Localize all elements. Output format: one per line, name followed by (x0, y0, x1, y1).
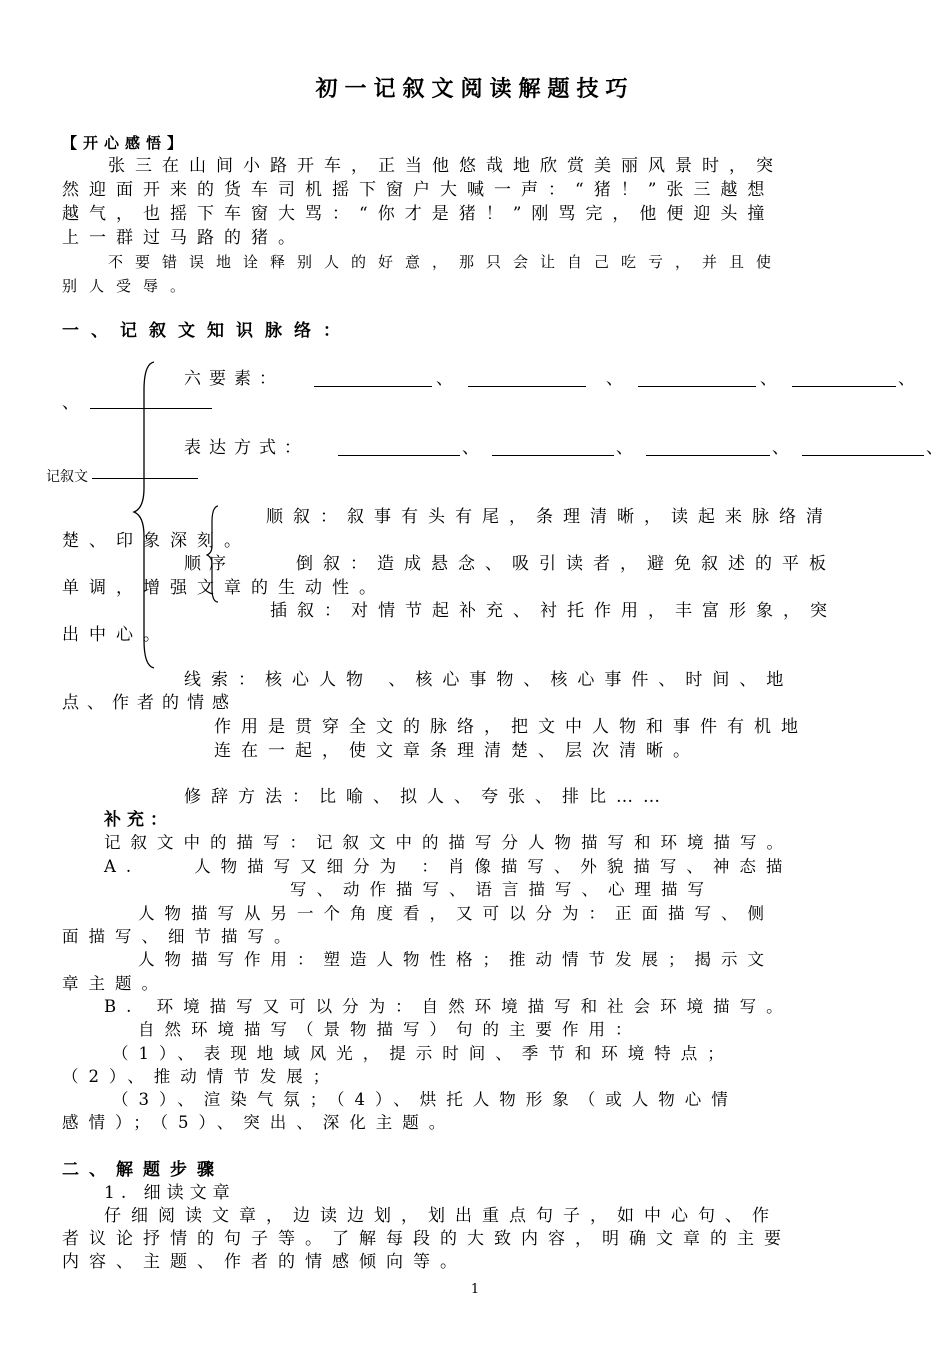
chaxu-cont: 出中心。 (62, 625, 170, 645)
blank-line (638, 386, 756, 387)
separator: 、 (616, 438, 633, 458)
blank-line (338, 455, 460, 456)
section1-heading: 一、记叙文知识脉络： (62, 321, 352, 341)
root-line (92, 478, 198, 479)
step1-title: 1. 细读文章 (104, 1183, 236, 1203)
supplement-line: 面描写、细节描写。 (62, 927, 301, 946)
page-title: 初一记叙文阅读解题技巧 (315, 76, 635, 102)
separator: 、 (606, 369, 623, 389)
clue-role-1: 作用是贯穿全文的脉络，把文中人物和事件有机地 (214, 717, 808, 737)
intro-line-3: 越气，也摇下车窗大骂：“你才是猪！”刚骂完，他便迎头撞 (62, 204, 775, 224)
intro-line-2: 然迎面开来的货车司机摇下窗户大喊一声：“猪！”张三越想 (62, 180, 775, 200)
blank-line (468, 386, 586, 387)
supplement-line: 人物描写从另一个角度看，又可以分为：正面描写、侧 (138, 904, 774, 923)
section2-line: 仔细阅读文章，边读边划，划出重点句子，如中心句、作 (104, 1206, 779, 1226)
supplement-line: 感情）；（5）、突出、深化主题。 (62, 1113, 456, 1132)
blank-line (314, 386, 432, 387)
separator: 、 (760, 369, 777, 389)
clue-line-2: 点、作者的情感 (62, 693, 237, 713)
intro-header: 【开心感悟】 (62, 134, 189, 152)
chaxu-line: 插叙：对情节起补充、衬托作用，丰富形象，突 (270, 601, 837, 621)
separator: 、 (62, 393, 79, 413)
separator: 、 (436, 369, 453, 389)
separator: 、 (926, 438, 943, 458)
supplement-line: 写、动作描写、语言描写、心理描写 (290, 880, 714, 899)
page-number: 1 (470, 1282, 480, 1297)
intro-line-4: 上一群过马路的猪。 (62, 228, 305, 248)
supplement-heading: 补充： (104, 810, 173, 830)
supplement-line: 章主题。 (62, 974, 168, 993)
rhetoric-line: 修辞方法：比喻、拟人、夸张、排比…… (184, 787, 670, 807)
section2-line: 内容、主题、作者的情感倾向等。 (62, 1252, 467, 1272)
separator: 、 (772, 438, 789, 458)
daoxu-cont: 单调，增强文章的生动性。 (62, 578, 386, 598)
intro-line-5: 不要错误地诠释别人的好意，那只会让自己吃亏，并且使 (108, 253, 784, 271)
clue-role-2: 连在一起，使文章条理清楚、层次清晰。 (214, 741, 700, 761)
separator: 、 (462, 438, 479, 458)
supplement-line: （1）、表现地域风光，提示时间、季节和环境特点； (112, 1044, 734, 1063)
supplement-line: A. 人物描写又细分为 ：肖像描写、外貌描写、神态描 (104, 857, 793, 876)
intro-line-6: 别人受辱。 (62, 277, 198, 295)
separator: 、 (898, 369, 915, 389)
daoxu-line: 倒叙：造成悬念、吸引读者，避免叙述的平板 (296, 554, 836, 574)
intro-line-1: 张三在山间小路开车，正当他悠哉地欣赏美丽风景时，突 (108, 156, 783, 176)
supplement-line: 人物描写作用：塑造人物性格；推动情节发展；揭示文 (138, 950, 774, 969)
blank-line (492, 455, 614, 456)
blank-line (802, 455, 924, 456)
supplement-line: 自然环境描写（景物描写）句的主要作用： (138, 1020, 642, 1039)
root-label: 记叙文 (46, 469, 88, 485)
blank-line (792, 386, 896, 387)
blank-line (90, 408, 212, 409)
clue-line-1: 线索：核心人物 、核心事物、核心事件、时间、地 (184, 670, 794, 690)
supplement-line: B. 环境描写又可以分为：自然环境描写和社会环境描写。 (104, 997, 793, 1016)
expression-label: 表达方式： (184, 438, 309, 458)
section2-line: 者议论抒情的句子等。了解每段的大致内容，明确文章的主要 (62, 1229, 791, 1249)
shunxu-cont: 楚、印象深刻。 (62, 531, 251, 551)
order-label: 顺序 (184, 554, 234, 574)
supplement-line: （3）、渲染气氛；（4）、烘托人物形象（或人物心情 (112, 1090, 738, 1109)
section2-heading: 二、解题步骤 (62, 1160, 224, 1180)
six-elements-label: 六要素： (184, 369, 284, 389)
supplement-line: 记叙文中的描写：记叙文中的描写分人物描写和环境描写。 (104, 833, 793, 852)
blank-line (646, 455, 770, 456)
supplement-line: （2）、推动情节发展； (62, 1067, 340, 1086)
shunxu-line: 顺叙：叙事有头有尾，条理清晰，读起来脉络清 (266, 507, 833, 527)
